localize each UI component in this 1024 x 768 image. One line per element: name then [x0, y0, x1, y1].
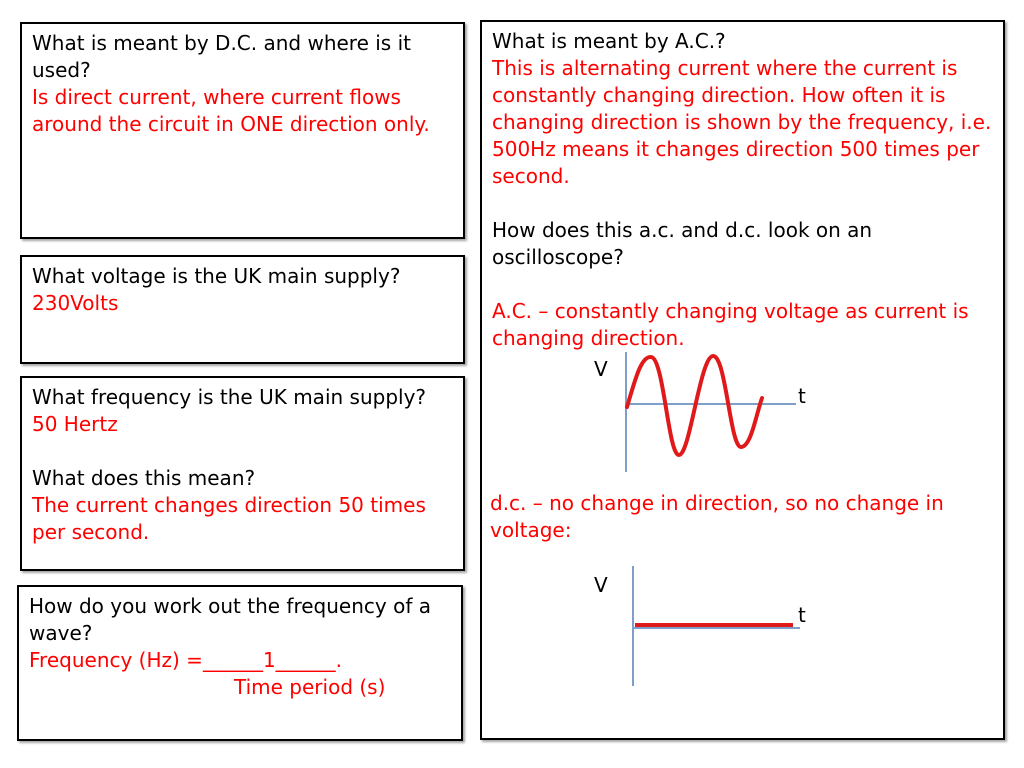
- dc-question: What is meant by D.C. and where is it used?: [32, 31, 411, 82]
- frequency-question: What frequency is the UK main supply?: [32, 385, 427, 409]
- oscilloscope-question: How does this a.c. and d.c. look on an oscilloscope?: [492, 218, 873, 269]
- formula-question-box: [17, 585, 463, 741]
- ac-answer: This is alternating current where the current is constantly changing direction. How often it is changing direction is shown by the frequency, i.e. 500Hz means it changes direction 500 times per second.: [492, 56, 992, 188]
- voltage-answer: 230Volts: [32, 291, 119, 315]
- dc-answer: Is direct current, where current flows around the circuit in ONE direction only.: [32, 85, 430, 136]
- dc-y-label: V: [594, 573, 608, 597]
- dc-x-label: t: [798, 603, 806, 627]
- spacer: [492, 190, 993, 217]
- ac-x-label: t: [798, 384, 806, 408]
- formula-numerator: ______1______.: [202, 648, 343, 672]
- frequency-answer: 50 Hertz: [32, 412, 118, 436]
- frequency-meaning-question: What does this mean?: [32, 466, 256, 490]
- dc-description: d.c. – no change in direction, so no change in voltage:: [490, 491, 944, 542]
- spacer: [32, 438, 453, 465]
- formula-prefix: Frequency (Hz) =: [29, 648, 203, 672]
- formula-denominator: Time period (s): [234, 675, 386, 699]
- dc-question-box: [20, 22, 465, 239]
- formula-question: How do you work out the frequency of a wave?: [29, 594, 431, 645]
- ac-question-box: [480, 20, 1005, 740]
- frequency-meaning-answer: The current changes direction 50 times per second.: [32, 493, 426, 544]
- frequency-question-box: [20, 376, 465, 571]
- ac-y-label: V: [594, 357, 608, 381]
- spacer: [492, 271, 993, 298]
- ac-description: A.C. – constantly changing voltage as current is changing direction.: [492, 299, 969, 350]
- voltage-question-box: [20, 255, 465, 364]
- ac-question: What is meant by A.C.?: [492, 29, 726, 53]
- voltage-question: What voltage is the UK main supply?: [32, 264, 401, 288]
- formula-line: [29, 647, 451, 674]
